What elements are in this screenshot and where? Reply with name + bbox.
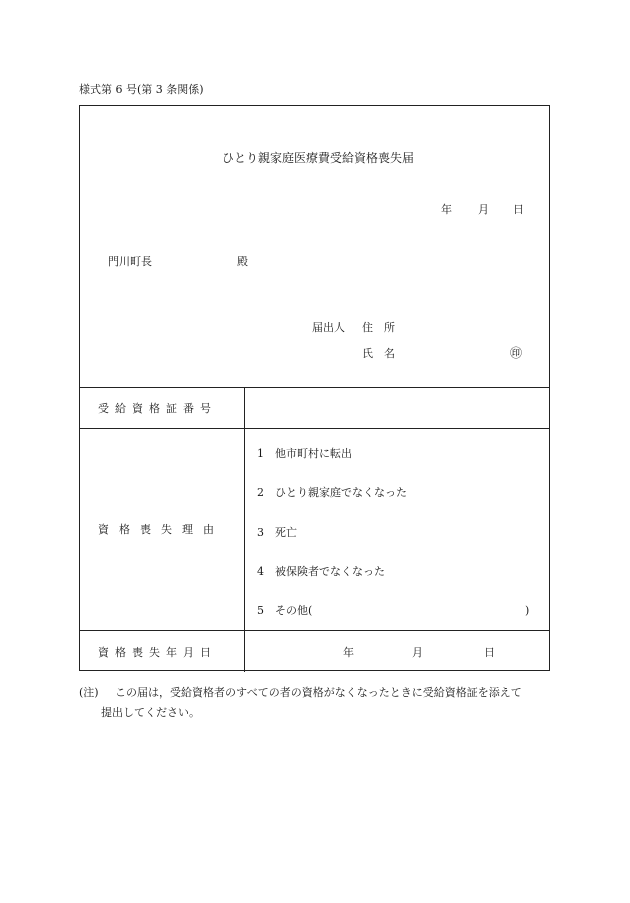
loss-date-month: 月	[412, 646, 423, 659]
reason-item-1: 1 他市町村に転出	[257, 447, 352, 460]
loss-date-label: 資格喪失年月日	[98, 646, 217, 659]
reason-item-3: 3 死亡	[257, 526, 297, 539]
date-day-label: 日	[513, 203, 524, 216]
seal-icon: ㊞	[510, 346, 523, 360]
note-line-2: 提出してください。	[101, 706, 200, 719]
reason-other-close: )	[525, 604, 530, 617]
column-divider	[244, 387, 245, 672]
form-number: 様式第 6 号(第 3 条関係)	[79, 83, 204, 96]
date-month-label: 月	[478, 203, 489, 216]
form-box	[79, 105, 550, 671]
loss-date-year: 年	[343, 646, 354, 659]
addressee-name: 門川町長	[108, 255, 152, 268]
note-label: (注)	[79, 686, 99, 699]
row-divider-2	[80, 630, 549, 631]
address-label: 住 所	[362, 321, 395, 334]
addressee-honorific: 殿	[237, 255, 248, 268]
reason-label: 資格喪失理由	[98, 523, 224, 536]
reason-item-5: 5 その他(	[257, 604, 313, 617]
note-line-1: この届は，受給資格者のすべての者の資格がなくなったときに受給資格証を添えて	[115, 686, 522, 699]
certificate-number-label: 受給資格証番号	[98, 402, 217, 415]
reason-item-2: 2 ひとり親家庭でなくなった	[257, 486, 407, 499]
table-top-rule	[80, 387, 549, 388]
name-label: 氏 名	[362, 347, 395, 360]
row-divider-1	[80, 428, 549, 429]
loss-date-day: 日	[484, 646, 495, 659]
applicant-role: 届出人	[312, 321, 345, 334]
form-title: ひとり親家庭医療費受給資格喪失届	[222, 151, 415, 165]
date-year-label: 年	[441, 203, 452, 216]
reason-item-4: 4 被保険者でなくなった	[257, 565, 385, 578]
